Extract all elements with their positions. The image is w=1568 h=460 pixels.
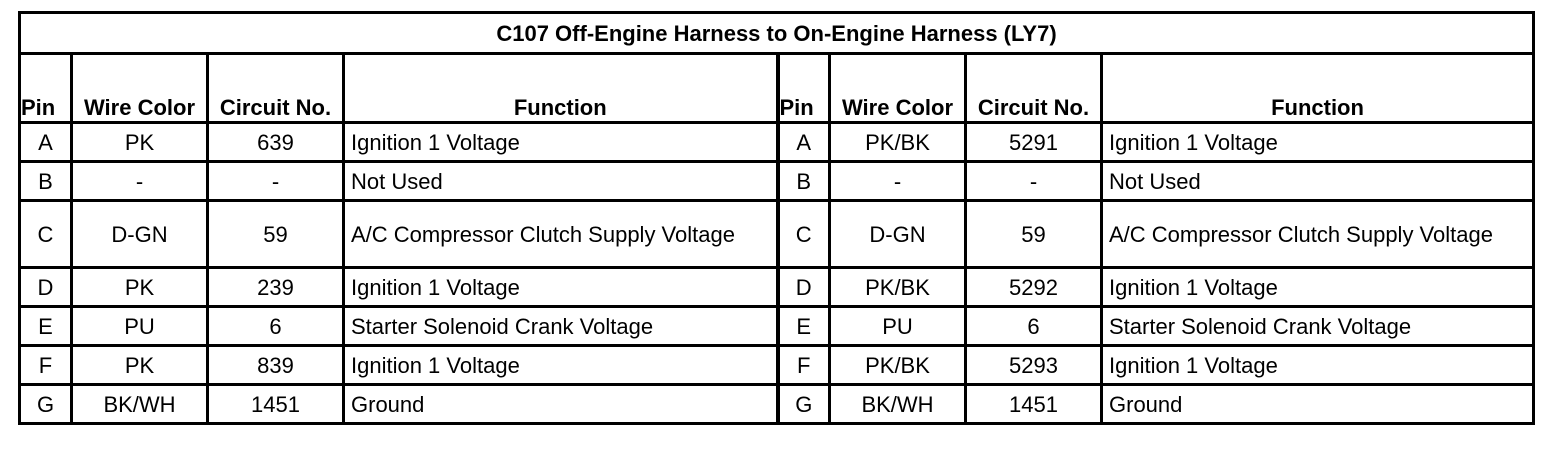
wire-color-cell: PK [72,346,208,385]
wire-color-cell: PU [72,307,208,346]
pin-cell: B [20,162,72,201]
pin-cell: G [20,385,72,424]
connector-table [18,11,1535,425]
wire-color-cell: - [72,162,208,201]
function-cell: Ignition 1 Voltage [1102,268,1534,307]
pin-cell: F [778,346,830,385]
circuit-cell: - [208,162,344,201]
function-cell: Starter Solenoid Crank Voltage [344,307,778,346]
table-row [20,346,1534,385]
header-function-left: Function [344,54,778,123]
circuit-cell: 5291 [966,123,1102,162]
table-row [20,268,1534,307]
wire-color-cell: D-GN [830,201,966,268]
pin-cell: C [20,201,72,268]
pin-cell: F [20,346,72,385]
circuit-cell: 59 [208,201,344,268]
pin-cell: D [20,268,72,307]
wire-color-cell: PU [830,307,966,346]
function-cell: Starter Solenoid Crank Voltage [1102,307,1534,346]
table-row [20,385,1534,424]
wire-color-cell: PK/BK [830,123,966,162]
wire-color-cell: PK/BK [830,346,966,385]
function-cell: Ignition 1 Voltage [344,346,778,385]
pin-cell: D [778,268,830,307]
circuit-cell: - [966,162,1102,201]
function-cell: Ground [344,385,778,424]
wire-color-cell: PK [72,123,208,162]
function-cell: Ignition 1 Voltage [1102,123,1534,162]
circuit-cell: 1451 [966,385,1102,424]
function-cell: Not Used [344,162,778,201]
wire-color-cell: PK/BK [830,268,966,307]
table-row [20,201,1534,268]
header-row [20,54,1534,123]
circuit-cell: 239 [208,268,344,307]
wire-color-cell: - [830,162,966,201]
table-title: C107 Off-Engine Harness to On-Engine Harness (LY7) [20,13,1534,54]
function-cell: Ground [1102,385,1534,424]
circuit-cell: 59 [966,201,1102,268]
circuit-cell: 5293 [966,346,1102,385]
wire-color-cell: D-GN [72,201,208,268]
function-cell: Not Used [1102,162,1534,201]
function-cell: Ignition 1 Voltage [344,268,778,307]
circuit-cell: 6 [208,307,344,346]
header-wire-color-left: Wire Color [72,54,208,123]
pin-cell: G [778,385,830,424]
table-row [20,162,1534,201]
table-row [20,123,1534,162]
header-pin-right: Pin [778,54,830,123]
pin-cell: C [778,201,830,268]
header-circuit-no-left: Circuit No. [208,54,344,123]
function-cell: A/C Compressor Clutch Supply Voltage [1102,201,1534,268]
circuit-cell: 639 [208,123,344,162]
circuit-cell: 6 [966,307,1102,346]
function-cell: Ignition 1 Voltage [1102,346,1534,385]
header-function-right: Function [1102,54,1534,123]
pin-cell: E [20,307,72,346]
pin-cell: A [778,123,830,162]
title-row [20,13,1534,54]
pin-cell: E [778,307,830,346]
header-pin-left: Pin [20,54,72,123]
circuit-cell: 839 [208,346,344,385]
wire-color-cell: BK/WH [72,385,208,424]
function-cell: A/C Compressor Clutch Supply Voltage [344,201,778,268]
wire-color-cell: BK/WH [830,385,966,424]
table-row [20,307,1534,346]
pin-cell: A [20,123,72,162]
header-wire-color-right: Wire Color [830,54,966,123]
function-cell: Ignition 1 Voltage [344,123,778,162]
circuit-cell: 5292 [966,268,1102,307]
circuit-cell: 1451 [208,385,344,424]
pin-cell: B [778,162,830,201]
header-circuit-no-right: Circuit No. [966,54,1102,123]
wire-color-cell: PK [72,268,208,307]
